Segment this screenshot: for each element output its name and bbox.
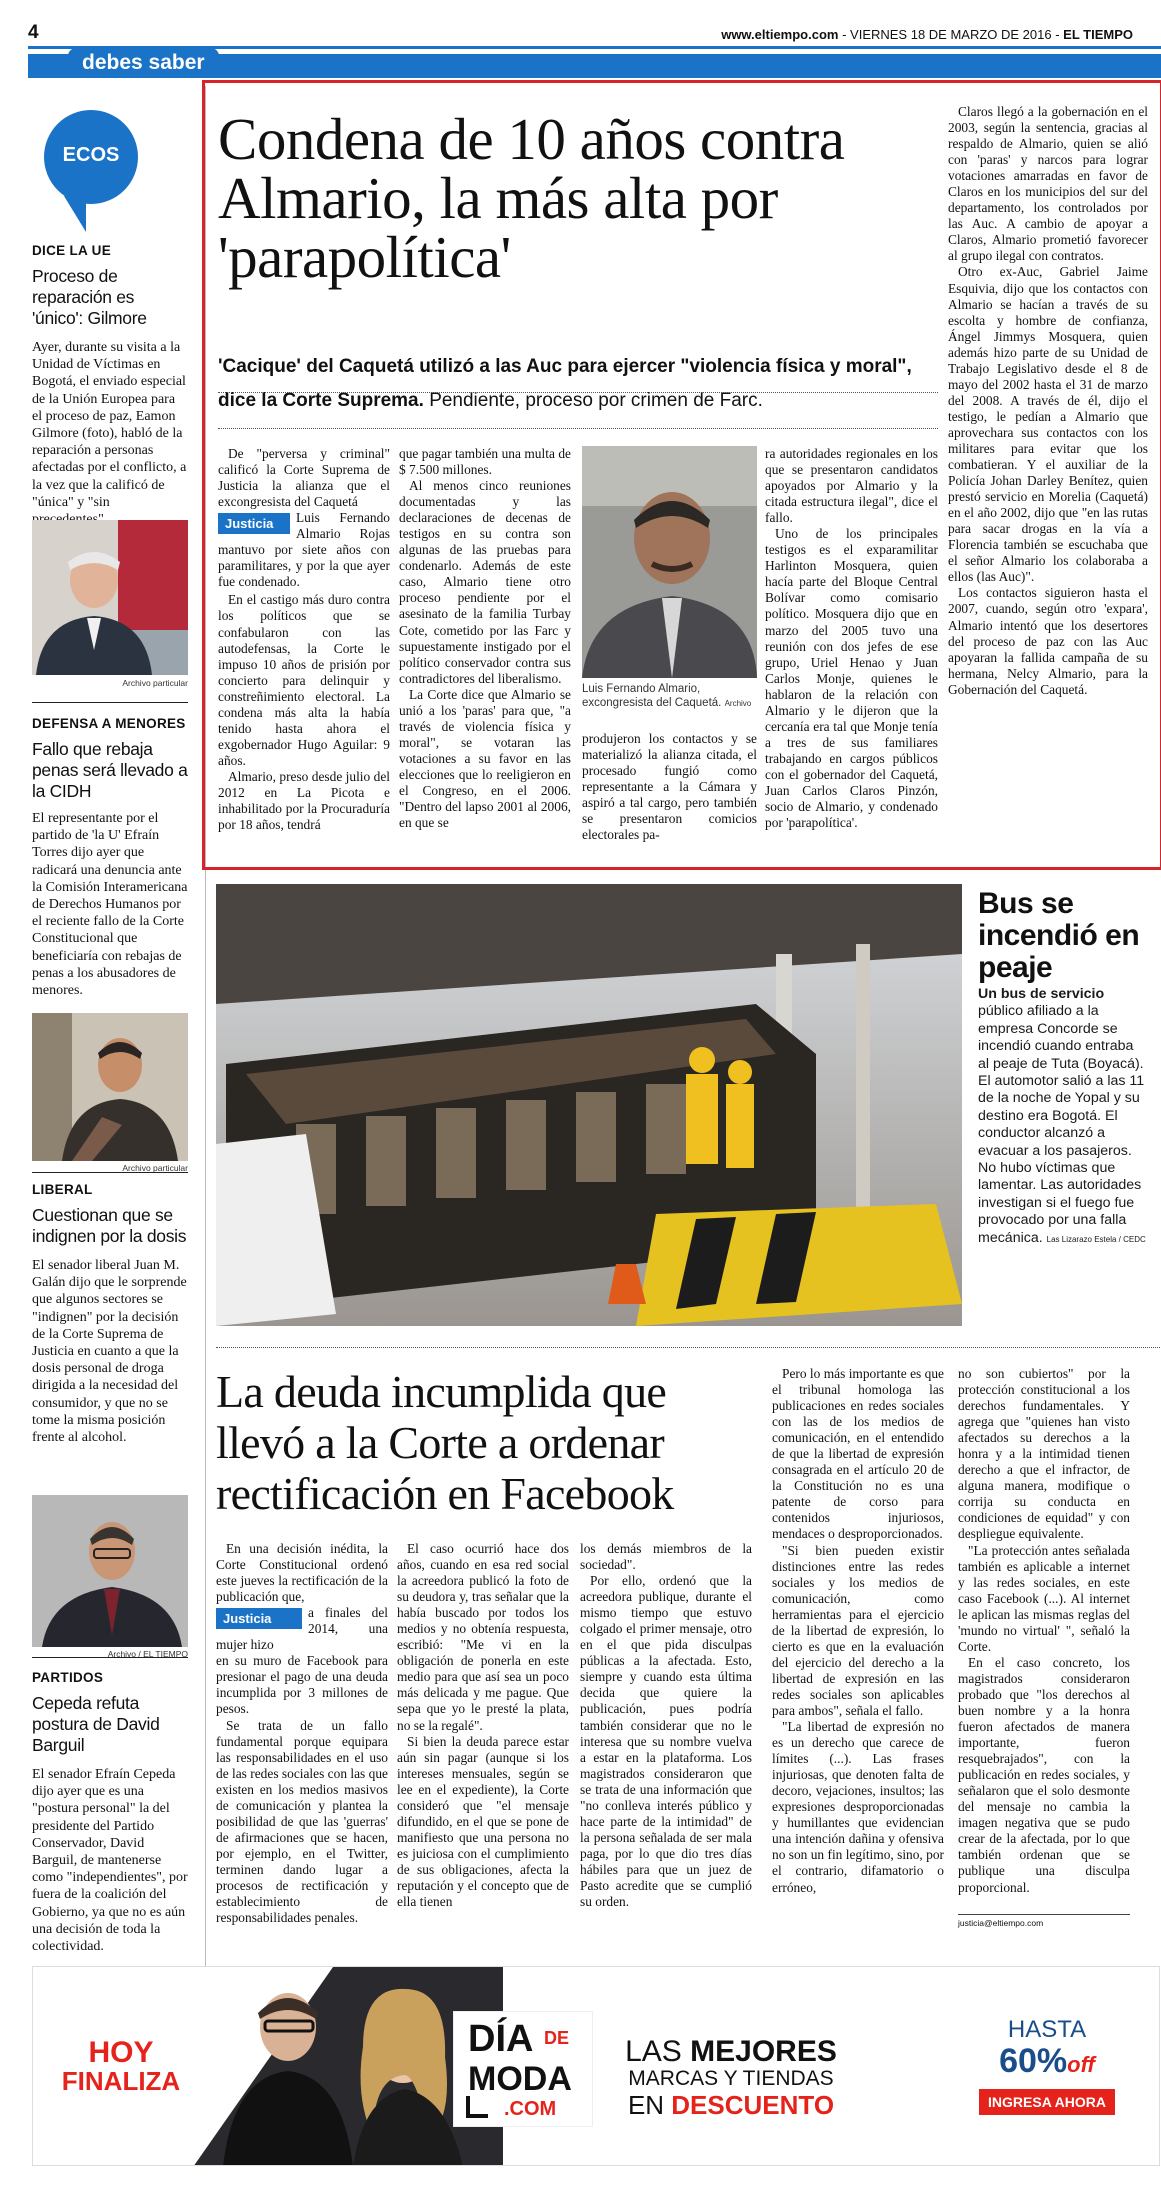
almario-caption (582, 682, 757, 711)
sidebar-divider (32, 1172, 188, 1173)
body-paragraph: Al menos cinco reuniones documentadas y las declaraciones de decenas de testigos en su contra son algunas de las pruebas para condenarlo. Además de este caso, Almario tiene otro proceso pendiente por el asesinato de la familia Turbay Cote, cometido por las Farc y supuestamente instigado por el político conservador contra sus contradictores del liberalismo. (399, 478, 571, 686)
body-paragraph: los demás miembros de la sociedad". (580, 1541, 752, 1573)
body-paragraph: en su muro de Facebook para presionar el pago de una deuda incumplida por 3 millones de pesos. (216, 1653, 388, 1717)
deck-rule (218, 392, 938, 393)
ad-left-message (61, 2036, 181, 2096)
ad-middle-message (611, 2037, 851, 2119)
body-paragraph: que pagar también una multa de $ 7.500 millones. (399, 446, 571, 478)
sidebar-body: El senador Efraín Cepeda dijo ayer que es una "postura personal" la del presidente del Partido Conservador, David Barguil, de mantenerse como "independientes", por fuera de la coalición del Gobierno, ya que no es aún una decisión de toda la colectividad. (32, 1767, 188, 1955)
body-paragraph: Los contactos siguieron hasta el 2007, cuando, según otro 'expara', Almario intentó que los desertores del proceso de paz con las Auc apoyaran la fallida campaña de su hermana, Nelcy Almario, para la Gobernación del Caquetá. (948, 585, 1148, 697)
section-tab: debes saber (68, 48, 219, 78)
ad-mejores: MEJORES (690, 2035, 837, 2068)
bus-credit: Las Lizarazo Estela / CEDC (1046, 1234, 1146, 1244)
body-paragraph: Almario, preso desde julio del 2012 en La Picota e inhabilitado por la Procuraduría por 18 años, tendrá (218, 768, 390, 833)
bus-headline: Bus se incendió en peaje (978, 887, 1140, 984)
body-paragraph: Por ello, ordenó que la acreedora publique, durante el mismo tiempo que estuvo colgado el primer mensaje, otro en el que pida disculpas públicas a la afectada. Esto, siempre y cuando esta última decida que quiere la publicación, pues podría también considerar que no le interesa que su nombre vuelva a estar en la plataforma. Los magistrados consideraron que se trata de una información que "no conlleva interés público y hace parte de la intimidad" de la persona señalada de ser mala paga, por lo que dio tres días hábiles para que un juez de Pasto acredite que se cumplió su orden. (580, 1573, 752, 1910)
justicia-tag-label: Justicia (225, 516, 274, 532)
galan-photo-art (32, 1495, 188, 1647)
body-paragraph: Se trata de un fallo fundamental porque equipara las responsabilidades en el uso de las redes sociales con las que existen en los medios masivos de comunicación y plantea la posibilidad de que las 'guerras' de afirmaciones que se hacen, por ejemplo, en el Twitter, terminen dando lugar a procesos de rectificación y establecimiento de responsabilidades penales. (216, 1717, 388, 1926)
email-rule (958, 1914, 1130, 1915)
ad-logo-corner (466, 2096, 488, 2118)
site-url[interactable]: www.eltiempo.com (721, 27, 839, 42)
ad-las: LAS (625, 2035, 691, 2068)
photo-credit: Archivo particular (122, 678, 188, 688)
main-col-2 (399, 446, 571, 831)
bus-body: público afiliado a la empresa Concorde se incendió cuando entraba al peaje de Tuta (Boyacá). El automotor salió a las 11 de la noche de Yopal y su destino era Bogotá. El conductor alcanzó a evacuar a los pasajeros. No hubo víctimas que lamentar. Las autoridades investigan si el fuego fue provocado por una falla mecánica. (978, 1003, 1145, 1246)
ecos-label: ECOS (62, 144, 120, 166)
body-paragraph: En una decisión inédita, la Corte Constitucional ordenó este jueves la rectificación de la publicación que, (216, 1541, 388, 1605)
justicia-tag (218, 513, 290, 534)
galan-photo (32, 1495, 188, 1647)
gilmore-photo-art (32, 520, 188, 675)
body-paragraph: Otro ex-Auc, Gabriel Jaime Esquivia, dijo que los contactos con Almario se hacían a través de su escolta y hombre de confianza, Ángel Jimmys Mosquera, quien además hizo parte de su Unidad de Trabajo Legislativo desde el 8 de mayo del 2002 hasta el 31 de marzo del 2008. A través de él, dijo el testigo, le pedían a Almario que aprovechara sus contactos con los militares para evitar que los combatieran. Y el auxiliar de la Policía Johan Darley Benítez, quien prestó servicio en Morelia (Caquetá) en el año 2002, dijo que "en las rutas para sacar drogas en la vía a Florencia también se escuchaba que el señor Almario los colaboraba a ellos (las Auc)". (948, 264, 1148, 585)
ad-hoy: HOY (88, 2036, 154, 2069)
ecos-badge-tail (64, 196, 86, 232)
ad-logo-dia: DÍA (468, 2018, 534, 2060)
sidebar-section-label: DICE LA UE (32, 243, 112, 258)
masthead-line: www.eltiempo.com - VIERNES 18 DE MARZO DE 2016 - EL TIEMPO (721, 27, 1133, 42)
ecos-badge (44, 110, 138, 204)
ad-banner[interactable] (32, 1966, 1160, 2166)
second-headline: La deuda incumplida que llevó a la Corte a ordenar rectificación en Facebook (216, 1366, 674, 1519)
sidebar-section-label: DEFENSA A MENORES (32, 716, 186, 731)
body-paragraph: El caso ocurrió hace dos años, cuando en esa red social la acreedora publicó la foto de su deudora y, tras señalar que la había buscado por todos los medios y no obtenía respuesta, escribió: "Me vi en la obligación de ponerla en este medio para que así sea un poco más delicada y me pague. Que sepa que yo le presté la plata, no se la regalé". (397, 1541, 569, 1733)
body-paragraph: ra autoridades regionales en los que se presentaron candidatos apoyados por Almario y la citada estructura ilegal", dice el fallo. (765, 446, 938, 526)
main-deck (218, 350, 940, 418)
almario-photo-art (582, 446, 757, 678)
body-paragraph: Si bien la deuda parece estar aún sin pagar (aunque si los intereses mensuales, según se lee en el expediente), la Corte consideró que "el mensaje difundido, en el que se pone de manifiesto que una persona no es juiciosa con el cumplimiento de sus obligaciones, afecta la reputación y el concepto que de ella tienen (397, 1733, 569, 1910)
body-paragraph: no son cubiertos" por la protección constitucional a los derechos fundamentales. Y agrega que "quienes han visto afectados su derechos a la honra y a la intimidad tienen derecho a que el infractor, de alguna manera, modifique o corrija su conducta en condiciones de equidad" y con despliegue equivalente. (958, 1366, 1130, 1542)
sidebar-section-label: LIBERAL (32, 1182, 93, 1197)
ad-en: EN (627, 2090, 672, 2120)
body-paragraph: En el caso concreto, los magistrados consideraron probado que "los derechos al buen nombre y a la honra fueron afectados de manera importante, fueron resquebrajados", con la publicación en redes sociales, y señalaron que el solo desmonte del mensaje no cambia la imagen negativa que se pudo crear de la afectada, por lo que también ordenan que se publique una disculpa proporcional. (958, 1654, 1130, 1895)
sidebar-body: Ayer, durante su visita a la Unidad de Víctimas en Bogotá, el enviado especial de la Unión Europea para el proceso de paz, Eamon Gilmore (foto), habló de la reparación a personas afectadas por el conflicto, a la vez que la calificó de "única" y "sin (32, 340, 187, 510)
main-col-5 (948, 104, 1148, 698)
sidebar-section-label: PARTIDOS (32, 1670, 104, 1685)
body-paragraph: De "perversa y criminal" calificó la Corte Suprema de Justicia la alianza que el excongresista del Caquetá (218, 446, 390, 510)
article-rule (216, 1347, 1161, 1348)
ad-off: off (1067, 2052, 1095, 2077)
body-paragraph: La Corte dice que Almario se unió a los 'paras' para que, "a través de violencia física y moral", se votaran las votaciones a su favor en las elecciones que lo reeligieron en el Congreso, en el 2006. "Dentro del lapso 2001 al 2006, en que se (399, 686, 571, 831)
ad-percent: 60% (999, 2042, 1068, 2080)
deck-bold: 'Cacique' del Caquetá utilizó a las Auc para ejercer "violencia física y moral", dice la Corte Suprema. (218, 356, 912, 411)
ad-finaliza: FINALIZA (61, 2066, 181, 2096)
page-number: 4 (28, 22, 39, 43)
body-paragraph: a finales del 2014, una mujer hizo (216, 1605, 388, 1653)
bus-fire-photo-art (216, 884, 962, 1326)
main-col-1 (218, 446, 390, 833)
ad-descuento: DESCUENTO (671, 2090, 835, 2120)
caption-credit: Archivo (724, 699, 752, 708)
body-paragraph: En el castigo más duro contra los políticos que se confabularon con las autodefensas, la Corte le impuso 10 años de prisión por concierto para delinquir y constreñimiento electoral. La condena más alta la había tenido hasta ahora el exgobernador Hugo Aguilar: 9 años. (218, 592, 390, 768)
body-paragraph: Pero lo más importante es que el tribunal homologa las publicaciones en redes sociales con las de los medios de comunicación, en el entendido de que la libertad de expresión consagrada en el artículo 20 de la Constitución no es una patente de corso para contenidos injuriosos, mendaces o desproporcionados. (772, 1366, 944, 1542)
ad-logo (453, 2011, 593, 2127)
gilmore-photo (32, 520, 188, 675)
bus-fire-photo (216, 884, 962, 1326)
body-paragraph: Uno de los principales testigos es el exparamilitar Harlinton Mosquera, quien hacía parte del Bloque Central Bolívar como comisario político. Mosquera dijo que en marzo del 2005 tuvo una reunión con dos jefes de ese grupo, Uriel Henao y Juan Carlos Monje, quienes le hablaron de la relación con Almario y le dijeron que la cercanía era tal que Monje tenía a tres de sus familiares trabajando en cargos públicos con el gobernador del Caquetá, Juan Carlos Claros Pinzón, socio de Almario, y condenado por 'parapolítica'. (765, 526, 938, 831)
caption-text: Luis Fernando Almario, excongresista del Caquetá. (582, 683, 722, 709)
sidebar-item (32, 1182, 188, 1446)
bus-story-body (978, 986, 1148, 1248)
body-paragraph: "La protección antes señalada también es aplicable a internet y las redes sociales, en este caso Facebook (...). Al internet le aplican las mismas reglas del 'mundo no virtual' ", señaló la Corte. (958, 1542, 1130, 1654)
sidebar-body: El senador liberal Juan M. Galán dijo que le sorprende que algunos sectores se "indignen" por la decisión de la Corte Suprema de Justicia en cuanto a que la dosis personal de droga dirigida a la necesidad del consumidor, y que no se tome la misma posición frente al alcohol. (32, 1258, 187, 1446)
ad-logo-de: DE (544, 2028, 570, 2048)
justicia-tag (216, 1608, 302, 1629)
sidebar-body: El representante por el partido de 'la U' Efraín Torres dijo ayer que radicará una denuncia ante la Comisión Interamericana de Derechos Humanos por el reciente fallo de la Corte Constitucional que beneficiaría con rebajas de penas a los abusadores de menores. (32, 811, 188, 999)
ad-logo-com: .COM (504, 2098, 557, 2120)
body-paragraph: Luis Fernando Almario Rojas mantuvo por siete años con paramilitares, y por la que ayer fue condenado. (218, 510, 390, 590)
sidebar-divider (32, 1657, 188, 1658)
second-col-3 (580, 1541, 752, 1910)
second-col-4 (772, 1366, 944, 1896)
sidebar-headline: Fallo que rebaja penas será llevado a la CIDH (32, 739, 188, 801)
sidebar-divider (32, 702, 188, 703)
photo-credit: Archivo particular (122, 1163, 188, 1173)
deck-light: Pendiente, proceso por crimen de Farc. (429, 390, 763, 411)
main-col-3 (582, 731, 757, 843)
torres-photo-art (32, 1013, 188, 1161)
bus-lead: Un bus de servicio (978, 986, 1105, 1002)
sidebar-headline: Proceso de reparación es 'único': Gilmore (32, 266, 147, 328)
sidebar-item (32, 716, 188, 999)
main-headline: Condena de 10 años contra Almario, la más alta por 'parapolítica' (218, 106, 845, 290)
ad-discount-badge (979, 2017, 1115, 2115)
author-email[interactable]: justicia@eltiempo.com (958, 1918, 1044, 1928)
body-paragraph: "Si bien pueden existir distinciones entre las redes sociales y los medios de comunicación, como herramientas para el ejercicio de la libertad de expresión, lo cierto es que en la evaluación del ejercicio del derecho a la libertad de expresión en las redes sociales son aplicables para ambos", señala el fallo. (772, 1542, 944, 1718)
body-paragraph: produjeron los contactos y se materializó la alianza citada, el procesado fungió como representante a la Cámara y aspiró a tal cargo, pero también se presentaron comicios electorales pa- (582, 731, 757, 843)
sidebar-item (32, 1670, 188, 1955)
almario-photo (582, 446, 757, 678)
deck-rule (218, 428, 938, 429)
ad-cta-button[interactable]: INGRESA AHORA (979, 2089, 1115, 2115)
torres-photo (32, 1013, 188, 1161)
brand-name: EL TIEMPO (1063, 27, 1133, 42)
edition-date: VIERNES 18 DE MARZO DE 2016 (850, 27, 1052, 42)
sidebar-item (32, 243, 188, 528)
ad-logo-moda: MODA (468, 2060, 572, 2098)
sidebar-headline: Cepeda refuta postura de David Barguil (32, 1693, 160, 1755)
second-col-5 (958, 1366, 1130, 1896)
second-col-1 (216, 1541, 388, 1926)
sidebar-headline: Cuestionan que se indignen por la dosis (32, 1205, 187, 1246)
justicia-tag-label: Justicia (223, 1611, 272, 1627)
second-col-2 (397, 1541, 569, 1910)
body-paragraph: "La libertad de expresión no es un derecho que carece de límites (...). Las frases injuriosas, que denoten falta de decoro, vejaciones, insultos; las expresiones desproporcionadas y humillantes que evidencian una intención dañina y ofensiva no son un fin legítimo, sino, por el contrario, difamatorio o erróneo, (772, 1719, 944, 1895)
ad-marcas: MARCAS Y TIENDAS (628, 2067, 834, 2090)
body-paragraph: Claros llegó a la gobernación en el 2003, según la sentencia, gracias al respaldo de Almario, quien se alió con 'paras' y narcos para lograr votaciones amarradas en favor de Claros en los municipios del sur del departamento, los controlados por las Auc. A cambio de apoyar a Claros, Almario prometió favorecer al grupo ilegal con contratos. (948, 104, 1148, 264)
ad-hasta: HASTA (1007, 2016, 1087, 2043)
main-col-4 (765, 446, 938, 831)
photo-credit: Archivo / EL TIEMPO (107, 1649, 188, 1659)
